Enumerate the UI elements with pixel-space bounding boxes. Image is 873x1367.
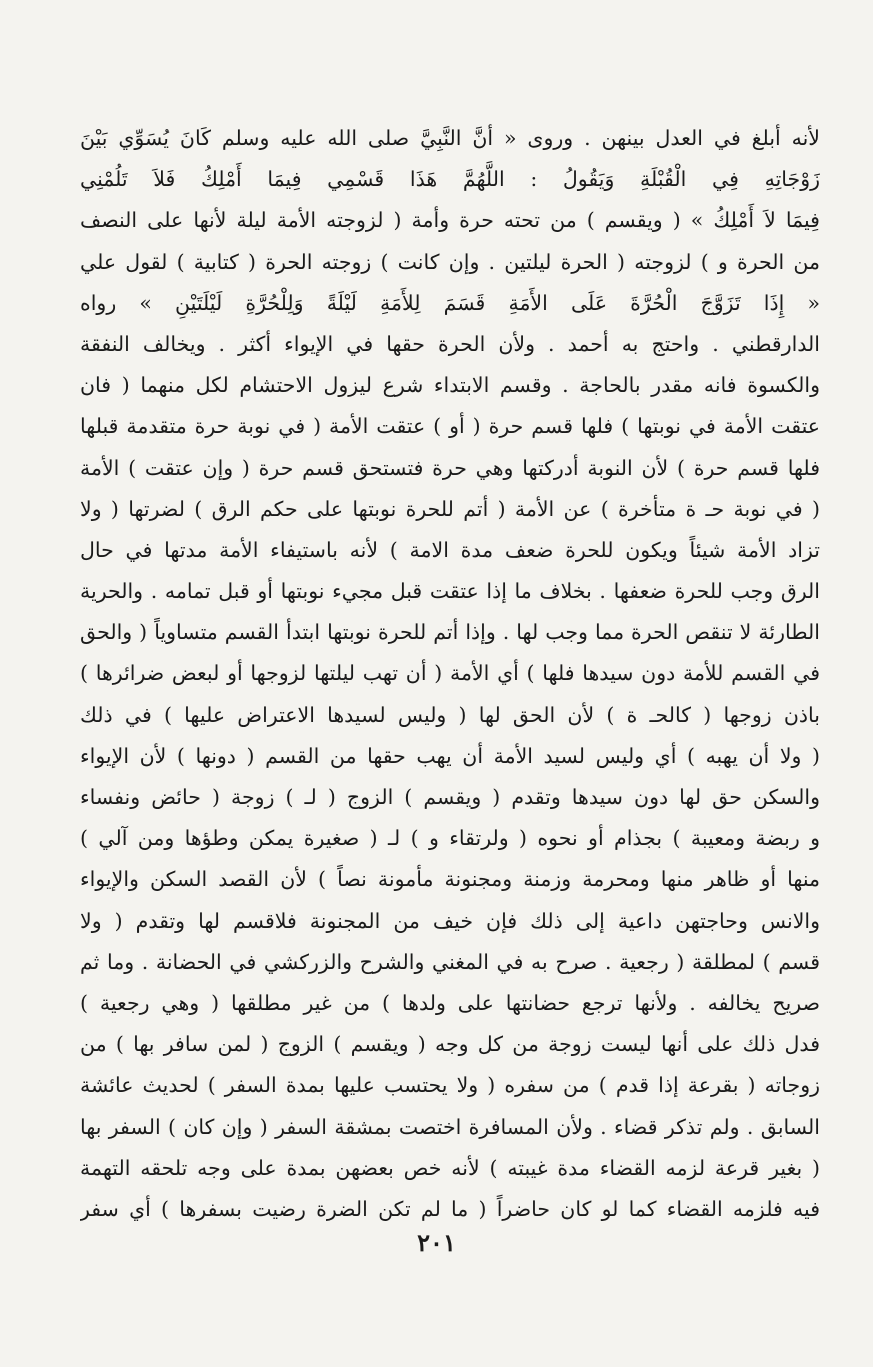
text-line-10: ( في نوبة حـ ة متأخرة ) عن الأمة ( أتم للحرة نوبتها على حكم الرق ) لضرتها ( ولا <box>80 496 820 521</box>
text-line-3: فِيمَا لاَ أَمْلِكُ » ( ويقسم ) من تحته حرة وأمة ( لزوجته الأمة ليلة لأنها على النصف <box>80 208 820 233</box>
text-line-6: الدارقطني . واحتج به أحمد . ولأن الحرة حقها في الإيواء أكثر . ويخالف النفقة <box>80 331 820 356</box>
text-line-1: لأنه أبلغ في العدل بينهن . وروى « أنَّ النَّبِيَّ صلى الله عليه وسلم كَانَ يُسَوِّي بَيْنَ <box>80 126 820 150</box>
text-line-14: في القسم للأمة دون سيدها فلها ) أي الأمة ( أن تهب ليلتها لزوجها أو لبعض ضرائرها ) <box>80 661 820 686</box>
text-line-11: تزاد الأمة شيئاً ويكون للحرة ضعف مدة الامة ) لأنه باستيفاء الأمة مدتها في حال <box>80 537 820 562</box>
text-line-23: فدل ذلك على أنها ليست زوجة من كل وجه ( ويقسم ) الزوج ( لمن سافر بها ) من <box>80 1032 820 1057</box>
text-line-2: زَوْجَاتِهِ فِي الْقُبْلَةِ وَيَقُولُ : اللَّهُمَّ هَذَا قَسْمِي فِيمَا أَمْلِكُ فَلاَ تَلُمْنِي <box>80 167 820 192</box>
page-body <box>80 118 820 1221</box>
text-line-4: من الحرة و ) لزوجته ( الحرة ليلتين . وإن كانت ) زوجته الحرة ( كتابية ) لقول علي <box>80 249 820 274</box>
text-line-21: قسم ) لمطلقة ( رجعية . صرح به في المغني والشرح والزركشي في الحضانة . وما ثم <box>80 949 820 974</box>
text-line-20: والانس وحاجتهن داعية إلى ذلك فإن خيف من المجنونة فلاقسم لها وتقدم ( ولا <box>80 908 820 933</box>
text-line-8: عتقت الأمة في نوبتها ) فلها قسم حرة ( أو ) عتقت الأمة ( في نوبة حرة متقدمة قبلها <box>80 414 820 439</box>
text-line-25: السابق . ولم تذكر قضاء . ولأن المسافرة اختصت بمشقة السفر ( وإن كان ) السفر بها <box>80 1114 820 1139</box>
text-line-5: « إِذَا تَزَوَّجَ الْحُرَّةَ عَلَى الأَمَةِ قَسَمَ لِلأَمَةِ لَيْلَةً وَلِلْحُرَّةِ لَيْلَتَيْنِ » رواه <box>80 290 820 315</box>
text-line-7: والكسوة فانه مقدر بالحاجة . وقسم الابتداء شرع ليزول الاحتشام لكل منهما ( فان <box>80 373 820 398</box>
text-line-17: والسكن حق لها دون سيدها وتقدم ( ويقسم ) الزوج ( لـ ) زوجة ( حائض ونفساء <box>80 785 820 809</box>
text-line-18: و ربضة ومعيبة ) بجذام أو نحوه ( ولرتقاء و ) لـ ( صغيرة يمكن وطؤها ومن آلي ) <box>80 826 820 851</box>
text-line-9: فلها قسم حرة ) لأن النوبة أدركتها وهي حرة فتستحق قسم حرة ( وإن عتقت ) الأمة <box>80 455 820 480</box>
text-line-26: ( بغير قرعة لزمه القضاء مدة غيبته ) لأنه خص بعضهن بمدة على وجه تلحقه التهمة <box>80 1155 820 1180</box>
text-line-12: الرق وجب للحرة ضعفها . بخلاف ما إذا عتقت قبل مجيء نوبتها أو قبل تمامه . والحرية <box>80 579 820 604</box>
text-line-16: ( ولا أن يهبه ) أي وليس لسيد الأمة أن يهب حقها من القسم ( دونها ) لأن الإيواء <box>80 743 820 768</box>
text-line-22: صريح يخالفه . ولأنها ترجع حضانتها على ولدها ) من غير مطلقها ( وهي رجعية ) <box>80 990 820 1015</box>
text-line-13: الطارئة لا تنقص الحرة مما وجب لها . وإذا أتم للحرة نوبتها ابتدأ القسم متساوياً ( والحق <box>80 620 820 645</box>
text-line-27: فيه فلزمه القضاء كما لو كان حاضراً ( ما لم تكن الضرة رضيت بسفرها ) أي سفر <box>80 1196 820 1221</box>
text-line-19: منها أو ظاهر منها ومحرمة وزمنة ومجنونة مأمونة نصاً ) لأن القصد السكن والإيواء <box>80 867 820 892</box>
text-line-15: باذن زوجها ( كالحـ ة ) لأن الحق لها ( وليس لسيدها الاعتراض عليها ) في ذلك <box>80 702 820 727</box>
text-line-24: زوجاته ( بقرعة إذا قدم ) من سفره ( ولا يحتسب عليها بمدة السفر ) لحديث عائشة <box>80 1073 820 1098</box>
page-number: ٢٠١ <box>417 1228 456 1257</box>
